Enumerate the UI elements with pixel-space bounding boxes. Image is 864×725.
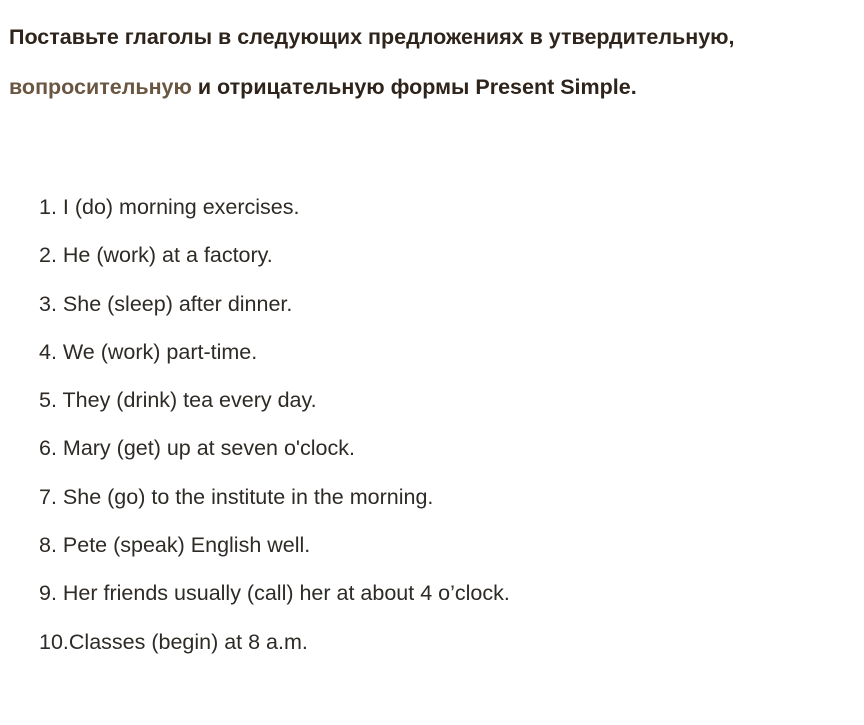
- exercise-list: [39, 183, 510, 666]
- exercise-item-5: 5. They (drink) tea every day.: [39, 388, 317, 413]
- exercise-item-3: 3. She (sleep) after dinner.: [39, 291, 293, 316]
- exercise-item-7: 7. She (go) to the institute in the morning.: [39, 484, 434, 509]
- exercise-item-6: 6. Mary (get) up at seven o'clock.: [39, 436, 355, 461]
- exercise-item-2: 2. He (work) at a factory.: [39, 243, 273, 268]
- exercise-item-10: 10.Classes (begin) at 8 a.m.: [39, 629, 308, 654]
- heading-text-start: Поставьте глаголы в следующих предложениях в утвердительную,: [9, 25, 735, 49]
- heading-highlight-word: вопросительную: [9, 74, 192, 99]
- exercise-item-8: 8. Pete (speak) English well.: [39, 533, 311, 558]
- task-heading: [9, 13, 859, 112]
- exercise-item-4: 4. We (work) part-time.: [39, 339, 258, 364]
- exercise-item-1: 1. I (do) morning exercises.: [39, 195, 300, 219]
- heading-text-end: и отрицательную формы Present Simple.: [191, 74, 637, 99]
- exercise-item-9: 9. Her friends usually (call) her at about 4 o’clock.: [39, 581, 510, 606]
